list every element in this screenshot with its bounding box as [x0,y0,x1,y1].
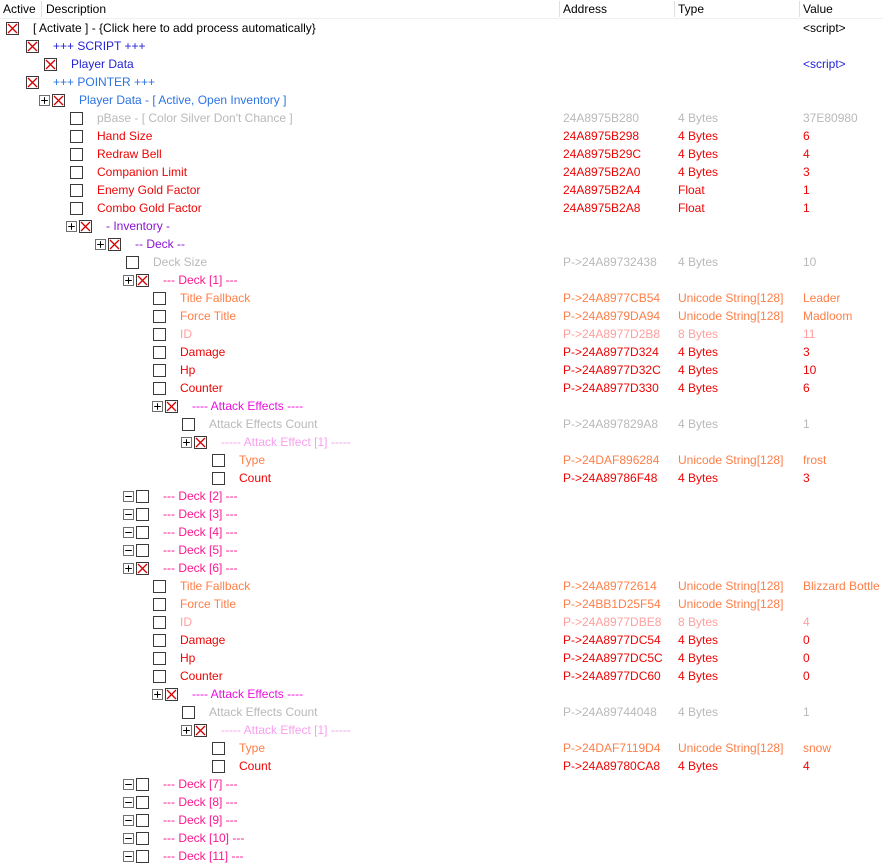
row-value[interactable]: 3 [803,165,810,179]
row-description[interactable]: --- Deck [1] --- [163,273,238,287]
tree-indent-group [212,757,271,775]
row-value[interactable]: <script> [803,57,846,71]
table-row [0,739,883,757]
active-checkbox[interactable] [194,724,207,737]
table-row [0,343,883,361]
row-description[interactable]: Title Fallback [180,291,251,305]
tree-indent-group [123,505,238,523]
row-description[interactable]: ----- Attack Effect [1] ----- [221,435,351,449]
row-address[interactable]: P->24A8977D32C [563,363,661,377]
tree-indent-group [123,271,238,289]
tree-indent-group [181,433,351,451]
column-separator[interactable] [559,1,560,17]
row-value[interactable]: 11 [803,327,816,341]
tree-indent-group [26,73,155,91]
active-checkbox[interactable] [136,490,149,503]
row-address[interactable]: 24A8975B2A4 [563,183,641,197]
table-row [0,415,883,433]
active-checkbox[interactable] [212,760,225,773]
table-row [0,595,883,613]
tree-indent-group [70,145,162,163]
tree-indent-group [95,235,185,253]
table-row [0,685,883,703]
tree-indent-group [123,847,243,865]
row-value[interactable]: 6 [803,381,810,395]
row-value[interactable]: Madloom [803,309,853,323]
row-description[interactable]: --- Deck [3] --- [163,507,238,521]
row-value[interactable]: 0 [803,669,810,683]
row-value[interactable]: 0 [803,651,810,665]
row-description[interactable]: Attack Effects Count [209,705,318,719]
row-description[interactable]: --- Deck [6] --- [163,561,238,575]
tree-indent-group [123,523,238,541]
table-row [0,505,883,523]
tree-indent-group [123,559,238,577]
row-address[interactable]: P->24A8977DC60 [563,669,661,683]
expander-plus-icon[interactable] [181,437,192,448]
row-address[interactable]: P->24DAF7119D4 [563,741,661,755]
active-checkbox[interactable] [136,850,149,863]
row-description[interactable]: Enemy Gold Factor [97,183,201,197]
tree-indent-group [123,541,238,559]
table-row [0,73,883,91]
row-address[interactable]: P->24A8977DC54 [563,633,661,647]
row-value[interactable]: 3 [803,471,810,485]
row-description[interactable]: Force Title [180,597,237,611]
row-description[interactable]: Companion Limit [97,165,188,179]
tree-indent-group [66,217,170,235]
expander-plus-icon[interactable] [39,95,50,106]
row-address[interactable]: P->24A8977D330 [563,381,659,395]
tree-indent-group [153,361,195,379]
table-row [0,703,883,721]
tree-indent-group [212,451,265,469]
tree-indent-group [153,343,225,361]
active-checkbox[interactable] [70,184,83,197]
row-value[interactable]: 37E80980 [803,111,858,125]
active-checkbox[interactable] [153,652,166,665]
row-value[interactable]: 6 [803,129,810,143]
row-type[interactable]: Unicode String[128] [678,579,784,593]
active-checkbox[interactable] [182,418,195,431]
table-row [0,847,883,865]
row-description[interactable]: pBase - [ Color Silver Don't Chance ] [97,111,293,125]
expander-minus-icon[interactable] [123,815,134,826]
table-row [0,667,883,685]
table-row [0,451,883,469]
active-checkbox[interactable] [136,508,149,521]
tree-indent-group [6,19,316,37]
row-address[interactable]: P->24A8979DA94 [563,309,661,323]
table-row [0,757,883,775]
active-checkbox[interactable] [70,148,83,161]
active-checkbox[interactable] [153,634,166,647]
row-description[interactable]: --- Deck [10] --- [163,831,245,845]
row-value[interactable]: snow [803,741,832,755]
active-checkbox[interactable] [136,832,149,845]
active-checkbox[interactable] [26,40,39,53]
tree-indent-group [153,613,192,631]
active-checkbox[interactable] [153,292,166,305]
row-description[interactable]: Type [239,453,266,467]
table-row [0,469,883,487]
active-checkbox[interactable] [108,238,121,251]
row-value[interactable]: frost [803,453,827,467]
row-type[interactable]: 4 Bytes [678,381,719,395]
row-description[interactable]: Title Fallback [180,579,251,593]
expander-minus-icon[interactable] [123,779,134,790]
active-checkbox[interactable] [153,364,166,377]
row-description[interactable]: ---- Attack Effects ---- [192,399,304,413]
column-header-description[interactable]: Description [46,2,107,16]
active-checkbox[interactable] [212,454,225,467]
tree-indent-group [123,487,238,505]
tree-indent-group [123,829,244,847]
row-type[interactable]: 4 Bytes [678,705,719,719]
tree-indent-group [70,127,152,145]
row-type[interactable]: 4 Bytes [678,363,719,377]
row-value[interactable]: 1 [803,705,810,719]
active-checkbox[interactable] [136,796,149,809]
tree-indent-group [70,181,200,199]
table-row [0,379,883,397]
table-row [0,271,883,289]
table-row [0,361,883,379]
active-checkbox[interactable] [70,166,83,179]
column-header-value[interactable]: Value [803,2,833,16]
table-row [0,577,883,595]
expander-plus-icon[interactable] [181,725,192,736]
table-header [0,0,883,19]
row-type[interactable]: 8 Bytes [678,615,719,629]
active-checkbox[interactable] [194,436,207,449]
active-checkbox[interactable] [136,778,149,791]
row-address[interactable]: P->24A8977CB54 [563,291,661,305]
row-description[interactable]: Deck Size [153,255,208,269]
row-description[interactable]: Hp [180,651,196,665]
tree-indent-group [153,631,225,649]
tree-indent-group [153,325,192,343]
row-type[interactable]: 4 Bytes [678,669,719,683]
tree-indent-group [70,163,187,181]
row-type[interactable]: 4 Bytes [678,147,719,161]
tree-indent-group [39,91,286,109]
table-row [0,559,883,577]
row-type[interactable]: Float [678,201,705,215]
tree-indent-group [123,811,238,829]
row-description[interactable]: --- Deck [11] --- [163,849,244,863]
table-row [0,433,883,451]
row-description[interactable]: ID [180,615,192,629]
row-address[interactable]: 24A8975B29C [563,147,642,161]
row-type[interactable]: Unicode String[128] [678,453,784,467]
row-value[interactable]: 1 [803,417,810,431]
row-description[interactable]: Counter [180,669,223,683]
row-description[interactable]: Counter [180,381,223,395]
table-row [0,523,883,541]
row-description[interactable]: Player Data [71,57,134,71]
row-type[interactable]: 4 Bytes [678,759,719,773]
table-body [0,19,883,865]
table-row [0,289,883,307]
row-type[interactable]: Unicode String[128] [678,597,784,611]
row-type[interactable]: 4 Bytes [678,165,719,179]
table-row [0,163,883,181]
active-checkbox[interactable] [212,742,225,755]
active-checkbox[interactable] [79,220,92,233]
row-address[interactable]: P->24A8977DC5C [563,651,663,665]
table-row [0,217,883,235]
row-address[interactable]: P->24A89780CA8 [563,759,661,773]
row-description[interactable]: [ Activate ] - {Click here to add process automatically} [33,21,316,35]
table-row [0,793,883,811]
table-row [0,325,883,343]
row-type[interactable]: 4 Bytes [678,651,719,665]
tree-indent-group [152,685,303,703]
expander-plus-icon[interactable] [95,239,106,250]
row-type[interactable]: Unicode String[128] [678,741,784,755]
row-description[interactable]: - Inventory - [106,219,171,233]
tree-indent-group [182,415,318,433]
row-description[interactable]: +++ SCRIPT +++ [53,39,146,53]
row-value[interactable]: Blizzard Bottle [803,579,880,593]
row-value[interactable]: 0 [803,633,810,647]
active-checkbox[interactable] [212,472,225,485]
column-header-active[interactable]: Active [3,2,36,16]
row-description[interactable]: --- Deck [8] --- [163,795,238,809]
table-row [0,253,883,271]
row-description[interactable]: --- Deck [7] --- [163,777,238,791]
row-description[interactable]: Count [239,471,272,485]
row-value[interactable]: 3 [803,345,810,359]
expander-minus-icon[interactable] [123,491,134,502]
row-type[interactable]: 8 Bytes [678,327,719,341]
tree-indent-group [70,199,202,217]
row-description[interactable]: Damage [180,633,226,647]
table-row [0,613,883,631]
row-type[interactable]: 4 Bytes [678,345,719,359]
column-separator[interactable] [674,1,675,17]
expander-plus-icon[interactable] [123,563,134,574]
active-checkbox[interactable] [153,328,166,341]
row-address[interactable]: 24A8975B298 [563,129,640,143]
active-checkbox[interactable] [153,580,166,593]
table-row [0,127,883,145]
active-checkbox[interactable] [70,202,83,215]
row-description[interactable]: Count [239,759,272,773]
row-address[interactable]: 24A8975B280 [563,111,640,125]
column-header-type[interactable]: Type [678,2,705,16]
row-type[interactable]: Unicode String[128] [678,309,784,323]
row-address[interactable]: P->24A89772614 [563,579,657,593]
row-value[interactable]: 1 [803,183,810,197]
column-separator[interactable] [799,1,800,17]
active-checkbox[interactable] [44,58,57,71]
row-address[interactable]: P->24A8977D324 [563,345,659,359]
tree-indent-group [126,253,207,271]
active-checkbox[interactable] [26,76,39,89]
tree-indent-group [152,397,303,415]
row-address[interactable]: P->24A897829A8 [563,417,659,431]
row-description[interactable]: --- Deck [9] --- [163,813,238,827]
table-row [0,181,883,199]
table-row [0,487,883,505]
tree-indent-group [153,577,250,595]
table-row [0,649,883,667]
expander-plus-icon[interactable] [152,401,163,412]
row-type[interactable]: 4 Bytes [678,471,719,485]
row-value[interactable]: 4 [803,615,810,629]
active-checkbox[interactable] [165,688,178,701]
active-checkbox[interactable] [136,814,149,827]
tree-indent-group [153,667,223,685]
expander-minus-icon[interactable] [123,833,134,844]
tree-indent-group [212,739,265,757]
tree-indent-group [153,649,195,667]
row-type[interactable]: 4 Bytes [678,111,719,125]
expander-plus-icon[interactable] [152,689,163,700]
row-value[interactable]: 1 [803,201,810,215]
expander-minus-icon[interactable] [123,797,134,808]
row-description[interactable]: --- Deck [2] --- [163,489,238,503]
table-row [0,235,883,253]
expander-minus-icon[interactable] [123,545,134,556]
row-description[interactable]: Type [239,741,266,755]
row-address[interactable]: 24A8975B2A0 [563,165,641,179]
active-checkbox[interactable] [153,616,166,629]
table-row [0,199,883,217]
table-row [0,811,883,829]
row-description[interactable]: Damage [180,345,226,359]
active-checkbox[interactable] [6,22,19,35]
expander-plus-icon[interactable] [123,275,134,286]
row-address[interactable]: P->24DAF896284 [563,453,660,467]
tree-indent-group [123,793,238,811]
row-type[interactable]: 4 Bytes [678,633,719,647]
row-type[interactable]: 4 Bytes [678,255,719,269]
expander-minus-icon[interactable] [123,509,134,520]
tree-indent-group [123,775,238,793]
active-checkbox[interactable] [70,112,83,125]
expander-minus-icon[interactable] [123,851,134,862]
table-row [0,775,883,793]
row-type[interactable]: 4 Bytes [678,417,719,431]
row-address[interactable]: P->24A89786F48 [563,471,658,485]
active-checkbox[interactable] [165,400,178,413]
active-checkbox[interactable] [136,562,149,575]
table-row [0,145,883,163]
tree-indent-group [153,379,223,397]
row-description[interactable]: +++ POINTER +++ [53,75,156,89]
table-row [0,541,883,559]
active-checkbox[interactable] [153,382,166,395]
tree-indent-group [182,703,318,721]
active-checkbox[interactable] [153,598,166,611]
row-description[interactable]: Combo Gold Factor [97,201,202,215]
column-separator[interactable] [41,1,42,17]
row-description[interactable]: Attack Effects Count [209,417,318,431]
tree-indent-group [70,109,293,127]
row-type[interactable]: 4 Bytes [678,129,719,143]
active-checkbox[interactable] [136,526,149,539]
table-row [0,721,883,739]
tree-indent-group [153,307,236,325]
column-header-address[interactable]: Address [563,2,608,16]
row-description[interactable]: Hand Size [97,129,153,143]
row-value[interactable]: 4 [803,759,810,773]
active-checkbox[interactable] [126,256,139,269]
row-address[interactable]: P->24A89732438 [563,255,657,269]
row-description[interactable]: Redraw Bell [97,147,162,161]
row-description[interactable]: ----- Attack Effect [1] ----- [221,723,351,737]
table-row [0,631,883,649]
active-checkbox[interactable] [52,94,65,107]
row-description[interactable]: Force Title [180,309,237,323]
active-checkbox[interactable] [153,346,166,359]
row-address[interactable]: P->24A89744048 [563,705,657,719]
row-description[interactable]: --- Deck [5] --- [163,543,238,557]
table-row [0,91,883,109]
row-value[interactable]: 4 [803,147,810,161]
expander-plus-icon[interactable] [66,221,77,232]
row-type[interactable]: Float [678,183,705,197]
tree-indent-group [153,595,236,613]
row-description[interactable]: Hp [180,363,196,377]
tree-indent-group [212,469,271,487]
tree-indent-group [26,37,146,55]
row-description[interactable]: Player Data - [ Active, Open Inventory ] [79,93,287,107]
tree-indent-group [44,55,134,73]
row-address[interactable]: P->24A8977DBE8 [563,615,662,629]
tree-indent-group [181,721,351,739]
active-checkbox[interactable] [182,706,195,719]
row-address[interactable]: P->24BB1D25F54 [563,597,661,611]
active-checkbox[interactable] [136,274,149,287]
row-description[interactable]: ---- Attack Effects ---- [192,687,304,701]
row-description[interactable]: --- Deck [4] --- [163,525,238,539]
tree-indent-group [153,289,250,307]
active-checkbox[interactable] [136,544,149,557]
table-row [0,307,883,325]
row-value[interactable]: 10 [803,255,817,269]
row-description[interactable]: ID [180,327,192,341]
table-row [0,37,883,55]
row-description[interactable]: -- Deck -- [135,237,185,251]
row-value[interactable]: 10 [803,363,817,377]
row-type[interactable]: Unicode String[128] [678,291,784,305]
active-checkbox[interactable] [70,130,83,143]
table-row [0,109,883,127]
table-row [0,19,883,37]
table-row [0,829,883,847]
table-row [0,397,883,415]
active-checkbox[interactable] [153,670,166,683]
row-value[interactable]: <script> [803,21,846,35]
active-checkbox[interactable] [153,310,166,323]
table-row [0,55,883,73]
expander-minus-icon[interactable] [123,527,134,538]
row-address[interactable]: 24A8975B2A8 [563,201,641,215]
row-value[interactable]: Leader [803,291,841,305]
row-address[interactable]: P->24A8977D2B8 [563,327,661,341]
